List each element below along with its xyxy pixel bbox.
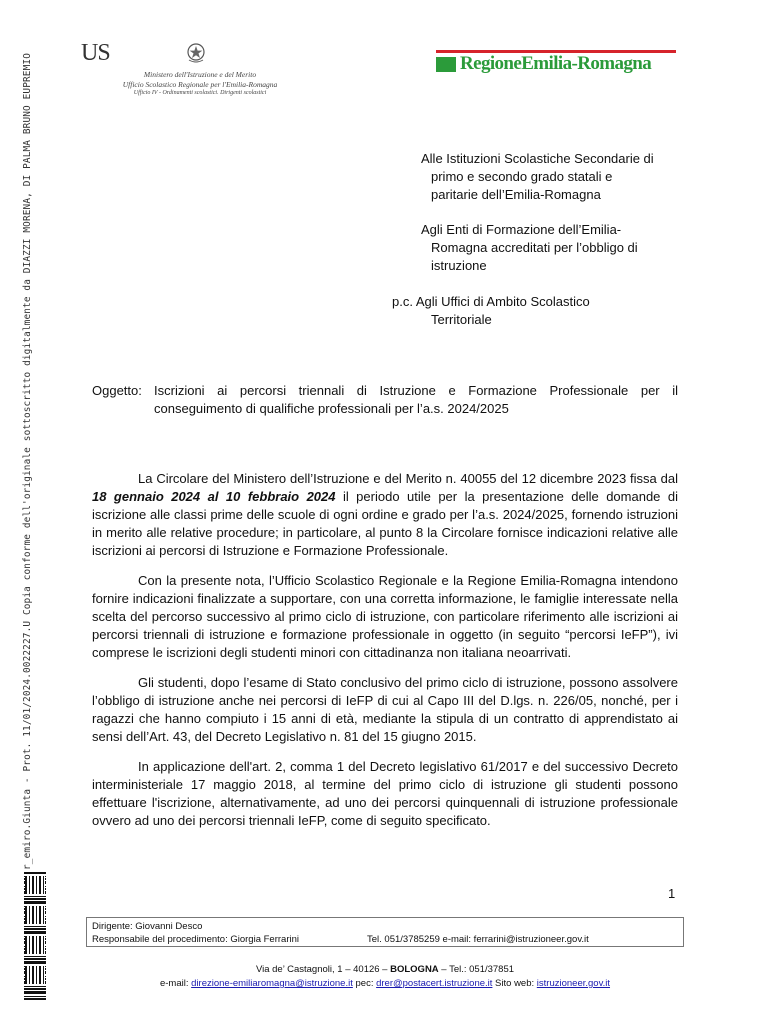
contacts: Tel. 051/3785259 e-mail: ferrarini@istruzioneer.gov.it [367,934,589,945]
email-link[interactable]: direzione-emiliaromagna@istruzione.it [191,978,353,989]
addressee-schools [421,150,654,204]
pec-link[interactable]: drer@postacert.istruzione.it [376,978,493,989]
page-number: 1 [668,886,676,901]
addressee-line: primo e secondo grado statali e [431,169,613,184]
addressee-line: paritarie dell’Emilia-Romagna [431,187,601,202]
addressee-line: Agli Enti di Formazione dell’Emilia- [421,222,622,237]
pec-label: pec: [352,978,377,989]
ministry-line-2: Ufficio Scolastico Regionale per l'Emilia-Romagna [122,79,278,89]
email-label: e-mail: [159,978,192,989]
republic-emblem-icon [186,42,206,64]
addressee-cc [392,293,590,329]
paragraph-2: Con la presente nota, l’Ufficio Scolastico Regionale e la Regione Emilia-Romagna intendono fornire indicazioni finalizzate a supportare, con una corretta informazione, le famiglie interessate nella scelta del percorso successivo al primo ciclo di istruzione, con particolare riferimento alle iscrizioni ai percorsi triennali di istruzione e formazione professionale in oggetto (in seguito “percorsi IeFP”), ivi comprese le iscrizioni degli studenti minori con cittadinanza non italiana neoarrivati. [92,573,678,660]
addressee-line: Territoriale [431,312,492,327]
addressee-training-bodies [421,221,638,275]
addressee-line: Alle Istituzioni Scolastiche Secondarie di [421,151,654,166]
digital-signature-stamp: r_emiro.Giunta - Prot. 11/01/2024.0022227.U Copia conforme dell'originale sottoscritto digitalmente da DIAZZI MORENA, DI PALMA BRUNO EUPREMIO [22,53,33,870]
address-city: BOLOGNA [390,964,439,975]
ministry-line-1: Ministero dell'Istruzione e del Merito [143,70,257,79]
region-logo-text: RegioneEmilia-Romagna [460,53,652,74]
qr-code-1 [25,876,45,894]
subject-label: Oggetto: [92,383,142,398]
responsabile: Responsabile del procedimento: Giorgia Ferrarini [92,934,299,945]
letter-body [92,470,678,842]
footer-address [86,963,684,991]
region-logo [436,54,651,74]
paragraph-3: Gli studenti, dopo l’esame di Stato conclusivo del primo ciclo di istruzione, possono assolvere l’obbligo di istruzione anche nei percorsi di IeFP di cui al Capo III del D.lgs. n. 226/05, nonché, per i ragazzi che hanno compiuto i 15 anni di età, mediante la stipula di un contratto di apprendistato ai sensi dell’Art. 43, del Decreto Legislativo n. 81 del 15 giugno 2015. [92,675,678,744]
qr-code-3 [25,936,45,954]
paragraph-text: La Circolare del Ministero dell’Istruzione e del Merito n. 40055 del 12 dicembre 2023 fissa dal [138,471,678,486]
region-mark-icon [436,57,456,72]
paragraph-4: In applicazione dell'art. 2, comma 1 del Decreto legislativo 61/2017 e del successivo Decreto interministeriale 17 maggio 2018, al termine del primo ciclo di istruzione gli studenti possono effettuare l'iscrizione, alternativamente, ad uno dei percorsi quinquennali di istruzione professionale ovvero ad uno dei percorsi triennali IeFP, come di seguito specificato. [92,759,678,828]
subject-text: Iscrizioni ai percorsi triennali di Istruzione e Formazione Professionale per il conseguimento di qualifiche professionali per l’a.s. 2024/2025 [154,383,678,416]
website-link[interactable]: istruzioneer.gov.it [536,978,611,989]
web-label: Sito web: [492,978,537,989]
address-phone: – Tel.: 051/37851 [438,964,515,975]
addressee-line: p.c. Agli Uffici di Ambito Scolastico [392,294,590,309]
subject-block [92,382,678,418]
paragraph-1 [92,470,678,560]
dirigente: Dirigente: Giovanni Desco [92,921,203,932]
ministry-line-3: Ufficio IV - Ordinamenti scolastici. Dirigenti scolastici [133,90,267,96]
paragraph-text: il periodo utile per la presentazione delle domande di iscrizione alle classi prime delle scuole di ogni ordine e grado per l’a.s. 2024/2025, fornendo istruzioni in merito alle relative procedure; in particolare, al punto 8 la Circolare fornisce indicazioni relative alle iscrizioni ai percorsi di Istruzione e Formazione Professionale. [92,489,678,558]
qr-code-2 [25,906,45,924]
address-text: Via de’ Castagnoli, 1 – 40126 – [255,964,391,975]
qr-code-4 [25,966,45,984]
ministry-heading [110,70,290,99]
addressee-line: Romagna accreditati per l’obbligo di [431,240,638,255]
barcode [24,872,46,1000]
footer-contacts-box [86,917,684,947]
usr-logo: US [81,40,110,66]
addressee-line: istruzione [431,258,487,273]
date-range: 18 gennaio 2024 al 10 febbraio 2024 [92,489,336,504]
